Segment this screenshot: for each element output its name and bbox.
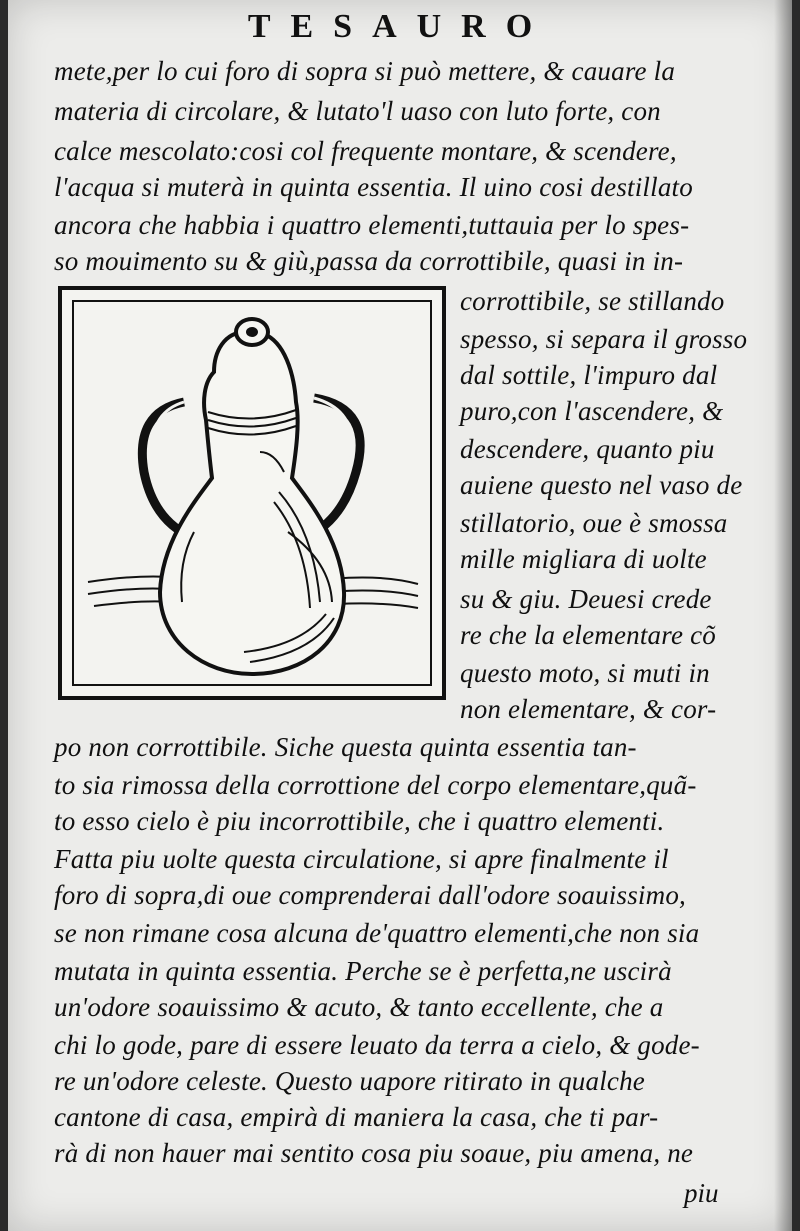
text-line: re che la elementare cõ	[460, 620, 716, 650]
text-line: materia di circolare, & lutato'l uaso con luto forte, con	[54, 96, 661, 126]
text-line: l'acqua si muterà in quinta essentia. Il uino cosi destillato	[54, 172, 693, 202]
text-line: dal sottile, l'impuro dal	[460, 360, 718, 390]
distillation-vessel-woodcut-icon	[74, 302, 430, 684]
text-line: mille migliara di uolte	[460, 544, 707, 574]
running-title: TESAURO	[247, 8, 553, 45]
text-line: corrottibile, se stillando	[460, 286, 725, 316]
text-line: po non corrottibile. Siche questa quinta essentia tan-	[54, 732, 637, 762]
text-line: mutata in quinta essentia. Perche se è perfetta,ne uscirà	[54, 956, 672, 986]
text-line: to esso cielo è piu incorrottibile, che i quattro elementi.	[54, 806, 665, 836]
catchword: piu	[684, 1178, 719, 1208]
page-edge-shadow	[774, 0, 792, 1231]
text-line: cantone di casa, empirà di maniera la casa, che ti par-	[54, 1102, 659, 1132]
text-line: spesso, si separa il grosso	[460, 324, 748, 354]
text-line: chi lo gode, pare di essere leuato da terra a cielo, & gode-	[54, 1030, 700, 1060]
text-line: so mouimento su & giù,passa da corrottibile, quasi in in-	[54, 246, 684, 276]
woodcut-figure	[58, 286, 446, 700]
book-page	[8, 0, 792, 1231]
text-line: puro,con l'ascendere, &	[460, 396, 724, 426]
text-line: Fatta piu uolte questa circulatione, si apre finalmente il	[54, 844, 669, 874]
text-line: su & giu. Deuesi crede	[460, 584, 712, 614]
text-line: questo moto, si muti in	[460, 658, 710, 688]
text-line: auiene questo nel vaso de	[460, 470, 743, 500]
text-line: re un'odore celeste. Questo uapore ritirato in qualche	[54, 1066, 645, 1096]
text-line: to sia rimossa della corrottione del corpo elementare,quã-	[54, 770, 697, 800]
text-line: calce mescolato:cosi col frequente montare, & scendere,	[54, 136, 677, 166]
text-line: mete,per lo cui foro di sopra si può mettere, & cauare la	[54, 56, 676, 86]
text-line: foro di sopra,di oue comprenderai dall'odore soauissimo,	[54, 880, 686, 910]
text-line: se non rimane cosa alcuna de'quattro elementi,che non sia	[54, 918, 700, 948]
text-line: ancora che habbia i quattro elementi,tuttauia per lo spes-	[54, 210, 690, 240]
text-line: descendere, quanto piu	[460, 434, 715, 464]
text-line: stillatorio, oue è smossa	[460, 508, 728, 538]
text-line: rà di non hauer mai sentito cosa piu soaue, piu amena, ne	[54, 1138, 694, 1168]
text-line: un'odore soauissimo & acuto, & tanto eccellente, che a	[54, 992, 664, 1022]
text-line: non elementare, & cor-	[460, 694, 717, 724]
